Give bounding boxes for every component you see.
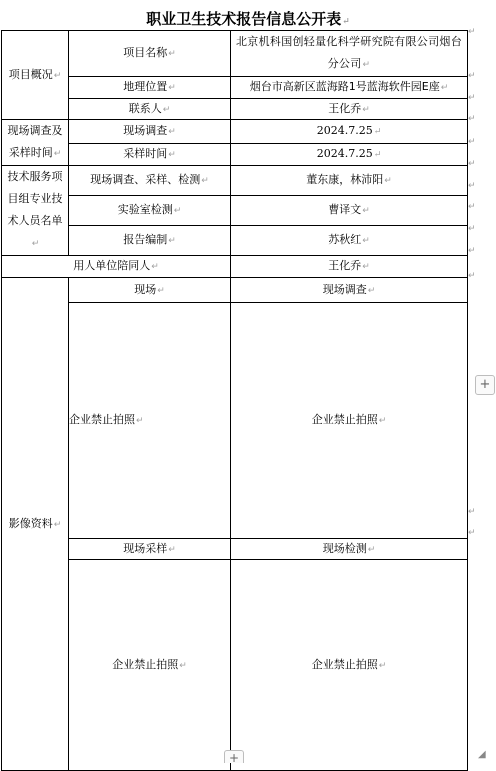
row-end-mark: ↵ [468, 27, 476, 37]
row-end-mark: ↵ [468, 159, 476, 169]
row-end-mark: ↵ [468, 71, 476, 81]
row-end-mark: ↵ [468, 271, 476, 281]
image-cell-3: 企业禁止拍照↵ [69, 560, 231, 771]
location-label: 地理位置↵ [69, 77, 231, 99]
escort-label: 用人单位陪同人↵ [2, 256, 231, 278]
image-cell-2: 企业禁止拍照↵ [231, 303, 468, 539]
project-name-label: 项目名称↵ [69, 31, 231, 77]
row-end-mark: ↵ [468, 224, 476, 234]
survey-section-label: 现场调查及采样时间↵ [2, 120, 69, 166]
row-end-mark: ↵ [468, 93, 476, 103]
image-cell-1: 企业禁止拍照↵ [69, 303, 231, 539]
document-title: 职业卫生技术报告信息公开表↵ [146, 10, 350, 28]
field-staff-value: 董东康，林沛阳↵ [231, 166, 468, 196]
contact-label: 联系人↵ [69, 99, 231, 120]
image-header-4: 现场检测↵ [231, 539, 468, 560]
staff-section-label: 技术服务项目组专业技术人员名单↵ [2, 166, 69, 256]
sampling-value: 2024.7.25↵ [231, 143, 468, 166]
image-header-1: 现场↵ [69, 278, 231, 303]
lab-label: 实验室检测↵ [69, 196, 231, 225]
image-header-2: 现场调查↵ [231, 278, 468, 303]
row-end-mark: ↵ [468, 246, 476, 256]
info-table [1, 30, 468, 771]
add-row-bottom-button[interactable]: + [224, 750, 244, 763]
image-header-3: 现场采样↵ [69, 539, 231, 560]
overview-section-label: 项目概况↵ [2, 31, 69, 120]
project-name-value: 北京机科国创轻量化科学研究院有限公司烟台分公司↵ [231, 31, 468, 77]
report-label: 报告编制↵ [69, 225, 231, 255]
images-section-label: 影像资料↵ [2, 278, 69, 771]
field-staff-label: 现场调查、采样、检测↵ [69, 166, 231, 196]
sampling-label: 采样时间↵ [69, 143, 231, 166]
contact-value: 王化乔↵ [231, 99, 468, 120]
location-value: 烟台市高新区蓝海路1号蓝海软件园E座↵ [231, 77, 468, 99]
survey-value: 2024.7.25↵ [231, 120, 468, 144]
row-end-mark: ↵ [468, 181, 476, 191]
lab-value: 曹译文↵ [231, 196, 468, 225]
row-end-mark: ↵ [468, 528, 476, 538]
row-end-mark: ↵ [468, 137, 476, 147]
escort-value: 王化乔↵ [231, 256, 468, 278]
image-cell-4: 企业禁止拍照↵ [231, 560, 468, 771]
row-end-mark: ↵ [468, 202, 476, 212]
survey-label: 现场调查↵ [69, 120, 231, 144]
add-row-button[interactable]: + [475, 375, 495, 395]
row-end-mark: ↵ [468, 507, 476, 517]
table-resize-handle-icon[interactable]: ◢ [478, 749, 486, 760]
report-value: 苏秋红↵ [231, 225, 468, 255]
row-end-mark: ↵ [468, 114, 476, 124]
